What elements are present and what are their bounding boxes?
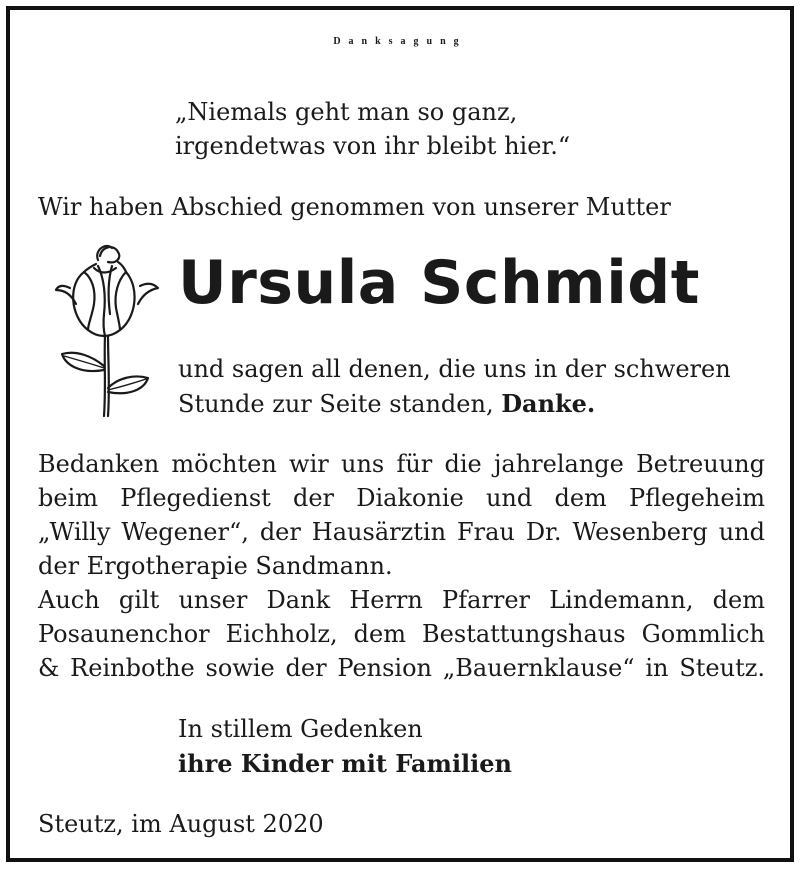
quote-line-1: „Niemals geht man so ganz, (175, 98, 518, 126)
rose-icon (48, 238, 166, 418)
paragraph-line-6: Posaunenchor Eichholz, dem Bestattungshaus Gommlich (38, 620, 765, 648)
closing-line-2: ihre Kinder mit Familien (178, 749, 513, 778)
thanks-line-1: und sagen all denen, die uns in der schweren (178, 355, 731, 383)
paragraph-line-4: der Ergotherapie Sandmann. (38, 552, 393, 580)
thanks-line-2-text: Stunde zur Seite standen, (178, 390, 494, 418)
place-and-date: Steutz, im August 2020 (38, 810, 324, 838)
paragraph-line-1: Bedanken möchten wir uns für die jahrelange Betreuung (38, 450, 765, 478)
quote-line-2: irgendetwas von ihr bleibt hier.“ (175, 132, 571, 160)
paragraph-line-5: Auch gilt unser Dank Herrn Pfarrer Lindemann, dem (38, 586, 765, 614)
paragraph-line-3: „Willy Wegener“, der Hausärztin Frau Dr. Wesenberg und (38, 518, 765, 546)
notice-heading: Danksagung (333, 36, 467, 47)
obituary-notice (6, 6, 794, 862)
thanks-bold-word: Danke. (501, 389, 596, 418)
closing-line-1: In stillem Gedenken (178, 715, 423, 743)
paragraph-line-7: & Reinbothe sowie der Pension „Bauernklause“ in Steutz. (38, 654, 765, 682)
thanks-line-2 (178, 389, 595, 418)
paragraph-line-2: beim Pflegedienst der Diakonie und dem Pflegeheim (38, 484, 765, 512)
intro-text: Wir haben Abschied genommen von unserer Mutter (38, 193, 671, 221)
deceased-name: Ursula Schmidt (178, 248, 700, 318)
